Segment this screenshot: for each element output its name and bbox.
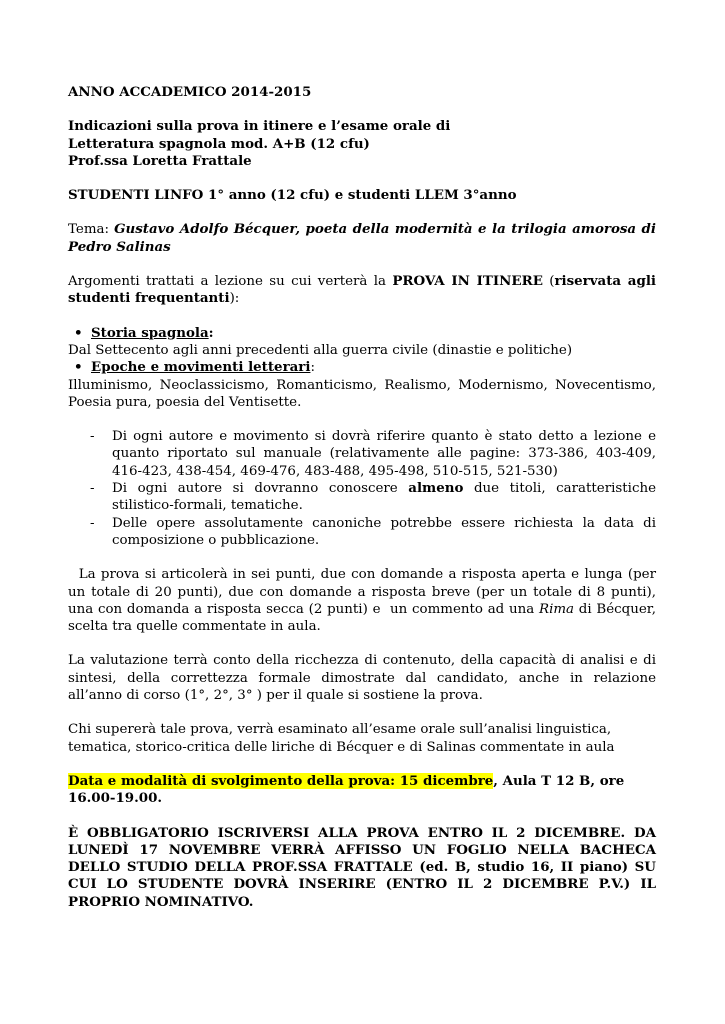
list-item: [68, 480, 656, 515]
topic-title: Storia spagnola: [91, 324, 209, 341]
structure-before: La prova si articolerà in sei punti, due con domande a risposta aperta e lunga (per un totale di 20 punti), due con domande a risposta breve (per un totale di 8 punti), una con domanda a risposta secca (2 punti) e un commento ad una: [68, 567, 661, 617]
prova-in-itinere: PROVA IN ITINERE: [392, 273, 543, 290]
topic-list-2: [68, 359, 656, 376]
notes-list: [68, 428, 656, 549]
topic-colon: :: [208, 324, 214, 341]
rima-word: Rima: [539, 601, 575, 617]
exam-date: [68, 773, 656, 808]
note-text: due titoli, caratteristiche stilistico-formali, tematiche.: [112, 481, 656, 514]
professor-name: Prof.ssa Loretta Frattale: [68, 152, 252, 169]
title-line-2: Letteratura spagnola mod. A+B (12 cfu): [68, 135, 370, 152]
intro-after: ):: [229, 291, 240, 307]
topic-text: Illuminismo, Neoclassicismo, Romanticismo, Realismo, Modernismo, Novecentismo, Poesia pura, poesia del Ventisette.: [68, 377, 656, 410]
exam-date-highlight: Data e modalità di svolgimento della prova: 15 dicembre: [68, 772, 494, 789]
note-bold: almeno: [408, 480, 464, 497]
academic-year: ANNO ACCADEMICO 2014-2015: [68, 84, 312, 100]
list-item: - Delle opere assolutamente canoniche potrebbe essere richiesta la data di composizione o pubblicazione.: [68, 515, 656, 550]
title-line-1: Indicazioni sulla prova in itinere e l’esame orale di: [68, 118, 451, 135]
intro-mid: (: [542, 274, 555, 290]
registration-notice: È OBBLIGATORIO ISCRIVERSI ALLA PROVA ENTRO IL 2 DICEMBRE. DA LUNEDÌ 17 NOVEMBRE VERRÀ AFFISSO UN FOGLIO NELLA BACHECA DELLO STUDIO DELLA PROF.SSA FRATTALE (ed. B, studio 16, II piano) SU CUI LO STUDENTE DOVRÀ INSERIRE (ENTRO IL 2 DICEMBRE P.V.) IL PROPRIO NOMINATIVO.: [68, 824, 656, 910]
structure-paragraph: [68, 566, 661, 635]
topic-title: Epoche e movimenti letterari: [91, 359, 311, 376]
note-text: Di ogni autore si dovranno conoscere: [112, 481, 409, 497]
structure-after: di Bécquer, scelta tra quelle commentate in aula.: [68, 601, 661, 635]
oral-paragraph: Chi supererà tale prova, verrà esaminato all’esame orale sull’analisi linguistica, tematica, storico-critica delle liriche di Bécquer e di Salinas commentate in aula: [68, 722, 615, 755]
riservata-frequentanti: riservata agli studenti frequentanti: [68, 273, 657, 307]
list-item: [68, 359, 656, 376]
evaluation-paragraph: La valutazione terrà conto della ricchezza di contenuto, della capacità di analisi e di sintesi, della correttezza formale dimostrate dal candidato, anche in relazione all’anno di corso (1°, 2°, 3° ) per il quale si sostiene la prova.: [68, 653, 656, 704]
list-item: [68, 325, 656, 342]
intro-before: Argomenti trattati a lezione su cui verterà la: [68, 274, 393, 290]
tema-label: Tema:: [68, 222, 115, 238]
tema: [68, 221, 656, 256]
topic-text: Dal Settecento agli anni precedenti alla guerra civile (dinastie e politiche): [68, 342, 573, 358]
document-page: [68, 84, 661, 911]
intro-paragraph: [68, 273, 656, 308]
list-item: - Di ogni autore e movimento si dovrà riferire quanto è stato detto a lezione e quanto riportato sul manuale (relativamente alle pagine: 373-386, 403-409, 416-423, 438-454, 469-476, 483-488, 495-498, 510-515, 521-530): [68, 428, 656, 480]
tema-text: Gustavo Adolfo Bécquer, poeta della modernità e la trilogia amorosa di Pedro Salinas: [68, 221, 657, 255]
topic-colon: :: [310, 360, 315, 376]
exam-date-rest: , Aula T 12 B, ore 16.00-19.00.: [68, 772, 625, 807]
topic-list-1: [68, 325, 656, 342]
students-line: STUDENTI LINFO 1° anno (12 cfu) e studenti LLEM 3°anno: [68, 187, 517, 204]
